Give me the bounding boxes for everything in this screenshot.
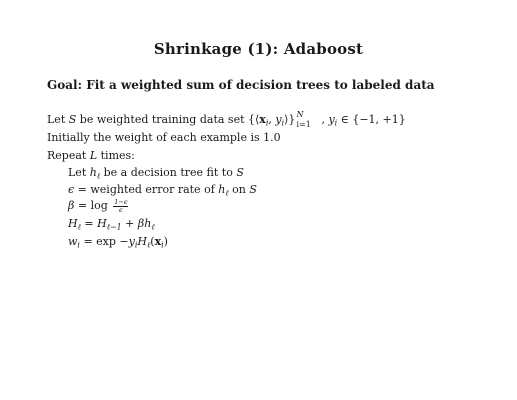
sub-i-eq-1: i=1 — [296, 120, 311, 129]
step-error-rate — [68, 183, 257, 198]
var-big-h: H — [68, 217, 78, 230]
fraction-numerator: 1−ϵ — [114, 198, 128, 206]
step-update-weights — [68, 235, 168, 250]
slide-title: Shrinkage (1): Adaboost — [153, 40, 364, 58]
var-s: S — [236, 166, 244, 179]
sub-ell: ℓ — [77, 222, 81, 232]
set-close: ⟩} — [284, 113, 296, 126]
set-limits — [295, 110, 321, 129]
text-eq: = — [80, 217, 98, 230]
var-y: y — [275, 113, 282, 126]
var-beta: β — [137, 217, 145, 230]
var-w: w — [68, 235, 78, 248]
paren-close: ) — [163, 235, 168, 248]
label-set: ∈ {−1, +1} — [337, 113, 406, 126]
sub-ell: ℓ — [225, 188, 229, 198]
text-let: Let — [68, 166, 90, 179]
dataset-definition-line — [47, 110, 406, 129]
step-beta — [68, 199, 128, 213]
var-s: S — [249, 183, 257, 196]
step-fit-tree — [68, 166, 244, 181]
var-y: y — [128, 235, 135, 248]
var-y-label: y — [328, 113, 335, 126]
fraction — [113, 199, 128, 213]
sub-ell: ℓ — [96, 171, 101, 181]
var-beta: β — [68, 199, 75, 212]
slide-goal: Goal: Fit a weighted sum of decision trees to labeled data — [47, 78, 435, 92]
var-x-bold: x — [154, 235, 162, 248]
var-epsilon: ϵ — [68, 183, 75, 196]
var-h: h — [218, 183, 226, 196]
repeat-line — [47, 150, 135, 161]
text-on: on — [228, 183, 250, 196]
sub-ell: ℓ — [146, 240, 151, 250]
var-h: h — [89, 166, 97, 179]
sub-i: i — [77, 240, 80, 250]
var-x-bold: x — [259, 113, 266, 126]
text-repeat: Repeat — [47, 149, 90, 162]
set-comma: , — [268, 113, 276, 126]
text-plus: + — [121, 217, 138, 230]
set-open: {⟨ — [248, 113, 260, 126]
text-error-rate: = weighted error rate of — [74, 183, 219, 196]
label-comma: , — [321, 113, 329, 126]
paren-open: ( — [150, 235, 155, 248]
var-s: S — [68, 113, 77, 126]
sup-n: N — [296, 110, 304, 119]
text-eq-log: = log — [74, 199, 112, 212]
sub-i: i — [265, 118, 269, 128]
text-eq-exp: = exp − — [79, 235, 129, 248]
sub-ell-minus-1: ℓ−1 — [106, 222, 122, 232]
sub-i: i — [281, 118, 285, 128]
text-let: Let — [47, 113, 69, 126]
var-big-h: H — [137, 235, 147, 248]
text-decision-tree: be a decision tree fit to — [100, 166, 237, 179]
var-l: L — [89, 149, 98, 162]
sub-ell: ℓ — [151, 222, 155, 232]
var-big-h-prev: H — [97, 217, 107, 230]
sub-i: i — [161, 240, 164, 250]
sub-i: i — [334, 118, 338, 128]
text-times: times: — [97, 149, 135, 162]
fraction-denominator: ϵ — [119, 205, 123, 214]
sub-i: i — [134, 240, 138, 250]
initial-weight-line: Initially the weight of each example is 1.0 — [47, 131, 281, 144]
text-weighted-training: be weighted training data set — [76, 113, 248, 126]
step-update-h — [68, 217, 155, 232]
var-h: h — [144, 217, 152, 230]
